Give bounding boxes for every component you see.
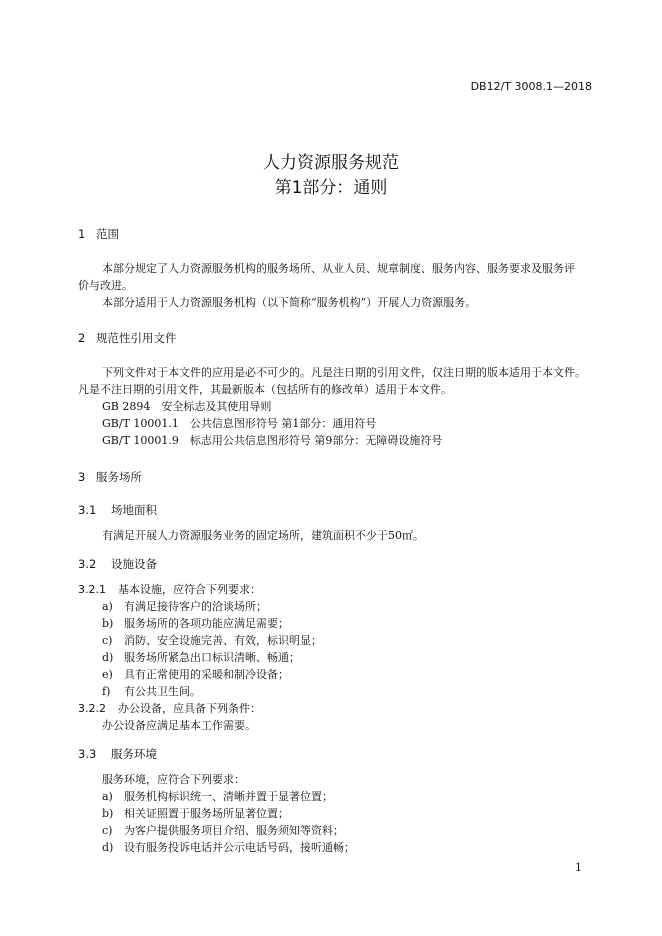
section-number: 1	[78, 227, 86, 241]
subsection-title: 场地面积	[111, 503, 157, 517]
subsection-3-1-heading	[78, 502, 157, 518]
list-marker: f)	[102, 685, 111, 698]
paragraph: 本部分适用于人力资源服务机构（以下简称“服务机构”）开展人力资源服务。	[102, 296, 477, 309]
section-number: 2	[78, 331, 86, 345]
subsection-3-2-heading	[78, 556, 157, 572]
clause-3-2-1	[78, 581, 261, 598]
subsection-3-3-heading	[78, 746, 157, 762]
reference-item: GB/T 10001.1 公共信息图形符号 第1部分：通用符号	[102, 417, 377, 430]
section-title: 服务场所	[96, 470, 142, 484]
list-text: 具有正常使用的采暖和制冷设备；	[124, 668, 289, 681]
list-text: 有公共卫生间。	[124, 685, 201, 698]
page-number: 1	[575, 861, 582, 874]
paragraph: 凡是不注日期的引用文件，其最新版本（包括所有的修改单）适用于本文件。	[78, 383, 452, 396]
list-text: 服务场所紧急出口标识清晰、畅通；	[124, 651, 300, 664]
paragraph: 下列文件对于本文件的应用是必不可少的。凡是注日期的引用文件，仅注日期的版本适用于本文件。	[102, 366, 586, 379]
section-title: 规范性引用文件	[96, 331, 177, 345]
clause-3-2-2	[78, 700, 261, 717]
list-marker: b)	[102, 617, 114, 630]
list-marker: c)	[102, 634, 113, 647]
paragraph: 办公设备应满足基本工作需要。	[102, 719, 256, 732]
subsection-title: 设施设备	[111, 557, 157, 571]
list-text: 设有服务投诉电话并公示电话号码，接听通畅；	[124, 841, 355, 854]
list-marker: d)	[102, 841, 114, 854]
section-number: 3	[78, 470, 86, 484]
list-text: 有满足接待客户的洽谈场所；	[124, 600, 267, 613]
list-item	[102, 839, 355, 856]
list-item	[102, 649, 300, 666]
paragraph: 本部分规定了人力资源服务机构的服务场所、从业人员、规章制度、服务内容、服务要求及服务评	[102, 262, 575, 275]
list-item	[102, 666, 289, 683]
list-text: 相关证照置于服务场所显著位置；	[124, 807, 289, 820]
list-item	[102, 615, 289, 632]
list-marker: b)	[102, 807, 114, 820]
subsection-title: 服务环境	[111, 747, 157, 761]
list-marker: a)	[102, 790, 113, 803]
list-text: 服务机构标识统一、清晰并置于显著位置；	[124, 790, 333, 803]
document-subtitle: 第1部分：通则	[274, 178, 388, 198]
paragraph: 有满足开展人力资源服务业务的固定场所，建筑面积不少于50㎡。	[102, 529, 424, 542]
list-marker: c)	[102, 824, 113, 837]
clause-number: 3.2.1	[78, 583, 106, 596]
list-marker: a)	[102, 600, 113, 613]
list-item	[102, 683, 201, 700]
reference-item: GB 2894 安全标志及其使用导则	[102, 400, 272, 413]
list-item	[102, 805, 289, 822]
list-marker: d)	[102, 651, 114, 664]
clause-number: 3.2.2	[78, 702, 106, 715]
list-item	[102, 822, 344, 839]
list-text: 服务场所的各项功能应满足需要；	[124, 617, 289, 630]
clause-text: 基本设施，应符合下列要求：	[118, 583, 261, 596]
clause-text: 办公设备，应具备下列条件：	[118, 702, 261, 715]
subsection-number: 3.2	[78, 557, 97, 571]
list-text: 消防、安全设施完善、有效，标识明显；	[124, 634, 322, 647]
standard-code: DB12/T 3008.1—2018	[470, 80, 592, 93]
document-title: 人力资源服务规范	[263, 153, 399, 173]
reference-item: GB/T 10001.9 标志用公共信息图形符号 第9部分：无障碍设施符号	[102, 434, 443, 447]
section-2-heading	[78, 330, 177, 346]
paragraph: 服务环境，应符合下列要求：	[102, 773, 245, 786]
section-3-heading	[78, 469, 142, 485]
subsection-number: 3.1	[78, 503, 97, 517]
list-item	[102, 598, 267, 615]
list-marker: e)	[102, 668, 113, 681]
list-item	[102, 788, 333, 805]
section-title: 范围	[96, 227, 119, 241]
paragraph: 价与改进。	[78, 279, 133, 292]
section-1-heading	[78, 226, 119, 242]
subsection-number: 3.3	[78, 747, 97, 761]
list-item	[102, 632, 322, 649]
list-text: 为客户提供服务项目介绍、服务须知等资料；	[124, 824, 344, 837]
